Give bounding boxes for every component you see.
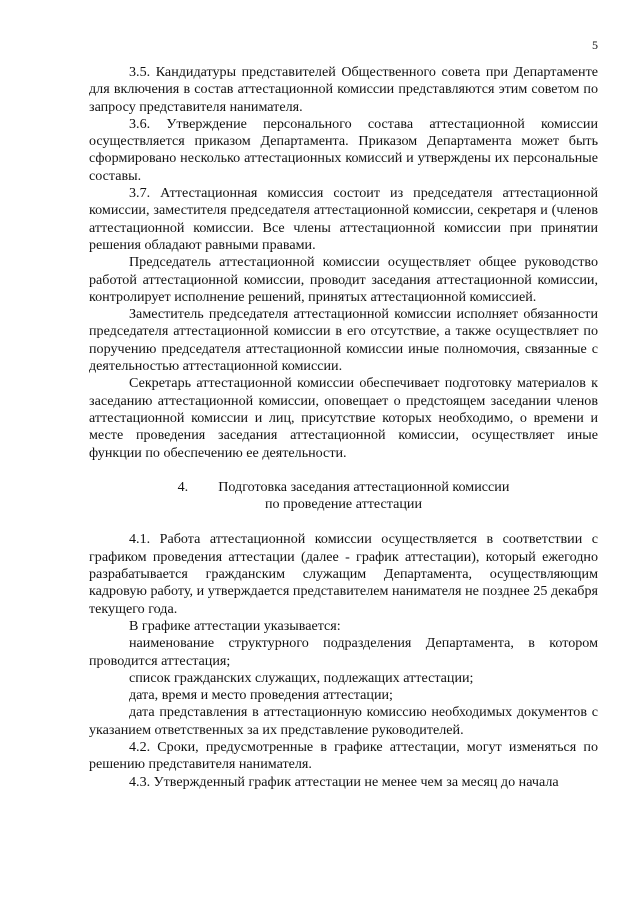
- section-heading-line1: [89, 479, 598, 496]
- document-body: [89, 64, 598, 791]
- paragraph-4-2: 4.2. Сроки, предусмотренные в графике аттестации, могут изменяться по решению представителя нанимателя.: [89, 738, 598, 773]
- paragraph-schedule-item-3: дата, время и место проведения аттестации;: [129, 687, 393, 704]
- section-number: 4.: [177, 478, 189, 495]
- paragraph-chairman: Председатель аттестационной комиссии осуществляет общее руководство работой аттестационной комиссии, проводит заседания аттестационной комиссии, контролирует исполнение решений, принятых аттестационной комиссией.: [89, 254, 598, 305]
- paragraph-4-1: 4.1. Работа аттестационной комиссии осуществляется в соответствии с графиком проведения аттестации (далее - график аттестации), который ежегодно разрабатывается гражданским служащим Департамента, осуществляющим кадровую работу, и утверждается представителем нанимателя не позднее 25 декабря текущего года.: [89, 531, 598, 617]
- paragraph-deputy-chairman: Заместитель председателя аттестационной комиссии исполняет обязанности председателя аттестационной комиссии в его отсутствие, а также осуществляет по поручению председателя аттестационной комиссии иные полномочия, связанные с деятельностью аттестационной комиссии.: [89, 306, 598, 375]
- section-heading-4: [89, 479, 598, 514]
- paragraph-schedule-intro: В графике аттестации указывается:: [129, 617, 341, 634]
- paragraph-schedule-item-2: список гражданских служащих, подлежащих аттестации;: [129, 669, 474, 686]
- paragraph-schedule-item-1: наименование структурного подразделения Департамента, в котором проводится аттестация;: [89, 635, 598, 669]
- paragraph-3-5: 3.5. Кандидатуры представителей Общественного совета при Департаменте для включения в состав аттестационной комиссии представляются этим советом по запросу представителя нанимателя.: [89, 64, 598, 115]
- section-title-line1: Подготовка заседания аттестационной комиссии: [218, 478, 510, 495]
- paragraph-secretary: Секретарь аттестационной комиссии обеспечивает подготовку материалов к заседанию аттестационной комиссии, оповещает о предстоящем заседании членов аттестационной комиссии и лиц, присутствие которых необходимо, о времени и месте проведения заседания аттестационной комиссии, осуществляет иные функции по обеспечению ее деятельности.: [89, 375, 598, 461]
- paragraph-3-7: 3.7. Аттестационная комиссия состоит из председателя аттестационной комиссии, заместителя председателя аттестационной комиссии, секретаря и (членов аттестационной комиссии. Все члены аттестационной комиссии при принятии решения обладают равными правами.: [89, 185, 598, 253]
- section-title-line2: по проведение аттестации: [265, 496, 422, 513]
- paragraph-3-6: 3.6. Утверждение персонального состава аттестационной комиссии осуществляется приказом Департамента. Приказом Департамента может быть сформировано несколько аттестационных комиссий и утверждены их персональные составы.: [89, 115, 598, 184]
- page-number: 5: [592, 38, 598, 52]
- paragraph-4-3: 4.3. Утвержденный график аттестации не менее чем за месяц до начала: [129, 773, 559, 790]
- paragraph-schedule-item-4: дата представления в аттестационную комиссию необходимых документов с указанием ответственных за их представление руководителей.: [89, 704, 598, 738]
